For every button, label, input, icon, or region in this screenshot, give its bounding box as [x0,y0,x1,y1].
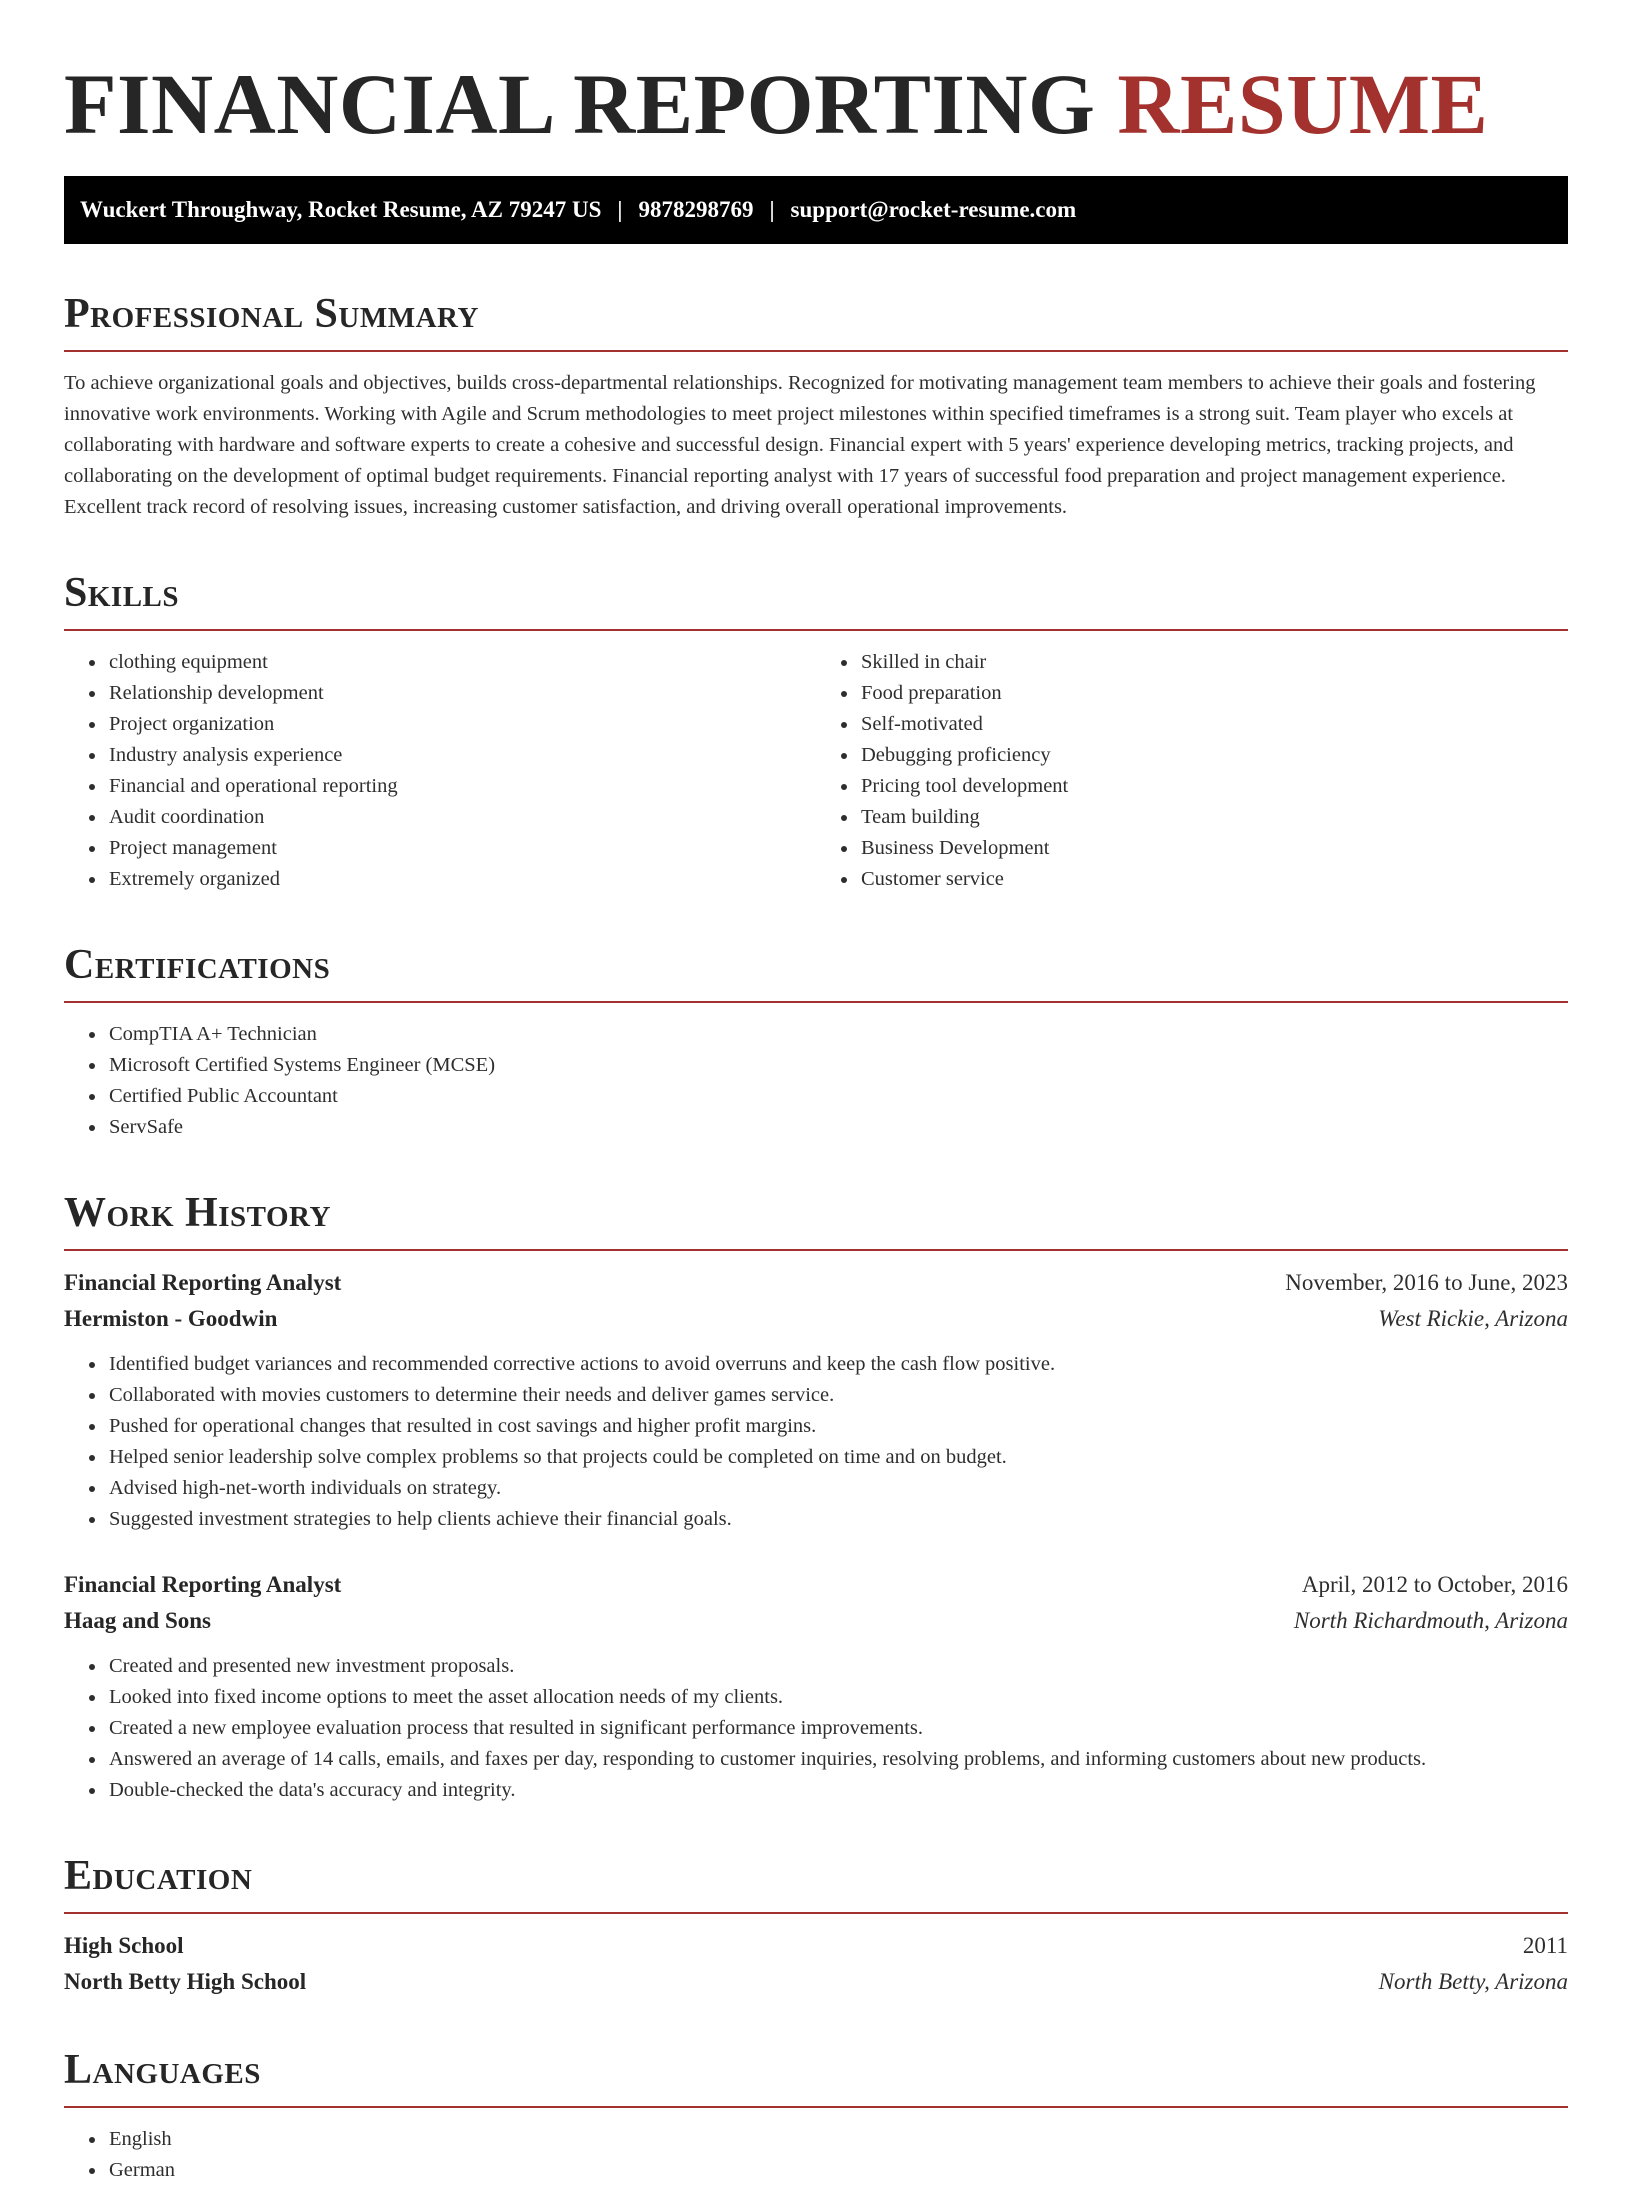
education-degree-row [64,1928,1568,1964]
resume-title-accent: RESUME [1117,56,1489,152]
resume-title [64,56,1568,152]
education-entry [64,1928,1568,2000]
resume-content [64,56,1568,2186]
contact-phone: 9878298769 [638,197,754,222]
skills-list-right [816,647,1568,895]
skill-item: • Relationship development [107,678,816,709]
skills-grid [64,631,1568,895]
skill-item: • Financial and operational reporting [107,771,816,802]
job-location: North Richardmouth, Arizona [1293,1608,1568,1633]
languages-list [64,2124,1568,2186]
skill-item: • Skilled in chair [859,647,1568,678]
section-divider [64,350,1568,352]
contact-email: support@rocket-resume.com [790,197,1077,222]
skill-item: • Business Development [859,833,1568,864]
job-duty: • Double-checked the data's accuracy and integrity. [107,1775,1568,1806]
certifications-list [64,1019,1568,1143]
contact-separator: | [769,197,775,222]
contact-separator: | [617,197,623,222]
skill-item: • Project management [107,833,816,864]
job-header-row [64,1567,1568,1603]
skill-item: • Food preparation [859,678,1568,709]
job-duty: • Created a new employee evaluation process that resulted in significant performance improvements. [107,1713,1568,1744]
education-year: 2011 [1522,1933,1568,1958]
job-duty: • Identified budget variances and recommended corrective actions to avoid overruns and keep the cash flow positive. [107,1349,1568,1380]
contact-address: Wuckert Throughway, Rocket Resume, AZ 79247 US [80,197,602,222]
language-item: • English [107,2124,1568,2155]
skill-item: • Extremely organized [107,864,816,895]
job-entry [64,1567,1568,1806]
job-location: West Rickie, Arizona [1378,1306,1568,1331]
work-history-heading: Work History [64,1190,331,1236]
summary-heading: Professional Summary [64,291,479,337]
job-dates: November, 2016 to June, 2023 [1285,1270,1568,1295]
job-duty: • Answered an average of 14 calls, emails, and faxes per day, responding to customer inquiries, resolving problems, and informing customers about new products. [107,1744,1568,1775]
job-entry [64,1265,1568,1535]
job-company: Hermiston - Goodwin [64,1306,278,1331]
skill-item: • Pricing tool development [859,771,1568,802]
job-duties [64,1349,1568,1535]
education-heading: Education [64,1853,253,1899]
resume-title-main: FINANCIAL REPORTING [64,56,1096,152]
skill-item: • Industry analysis experience [107,740,816,771]
job-duty: • Looked into fixed income options to meet the asset allocation needs of my clients. [107,1682,1568,1713]
job-duty: • Collaborated with movies customers to determine their needs and deliver games service. [107,1380,1568,1411]
skill-item: • Audit coordination [107,802,816,833]
job-company-row [64,1301,1568,1337]
job-duty: • Helped senior leadership solve complex problems so that projects could be completed on time and on budget. [107,1442,1568,1473]
section-divider [64,1912,1568,1914]
certification-item: • CompTIA A+ Technician [107,1019,1568,1050]
certifications-heading: Certifications [64,942,331,988]
skill-item: • Debugging proficiency [859,740,1568,771]
education-school: North Betty High School [64,1969,307,1994]
certification-item: • Certified Public Accountant [107,1081,1568,1112]
job-company: Haag and Sons [64,1608,212,1633]
education-degree: High School [64,1933,184,1958]
skill-item: • Customer service [859,864,1568,895]
skills-list-left [64,647,816,895]
job-duty: • Suggested investment strategies to help clients achieve their financial goals. [107,1504,1568,1535]
job-header-row [64,1265,1568,1301]
section-divider [64,1249,1568,1251]
skill-item: • Self-motivated [859,709,1568,740]
job-duty: • Advised high-net-worth individuals on strategy. [107,1473,1568,1504]
skill-item: • Team building [859,802,1568,833]
language-item: • German [107,2155,1568,2186]
skills-column-right [816,631,1568,895]
skills-column-left [64,631,816,895]
section-divider [64,2106,1568,2108]
certification-item: • Microsoft Certified Systems Engineer (MCSE) [107,1050,1568,1081]
skill-item: • clothing equipment [107,647,816,678]
job-dates: April, 2012 to October, 2016 [1301,1572,1568,1597]
job-duty: • Pushed for operational changes that resulted in cost savings and higher profit margins. [107,1411,1568,1442]
job-role: Financial Reporting Analyst [64,1270,342,1295]
summary-text: To achieve organizational goals and objectives, builds cross-departmental relationships. Recognized for motivating management team members to achieve their goals and fostering innovative work environments. Working with Agile and Scrum methodologies to meet project milestones within specified timeframes is a strong suit. Team player who excels at collaborating with hardware and software experts to create a cohesive and successful design. Financial expert with 5 years' experience developing metrics, tracking projects, and collaborating on the development of optimal budget requirements. Financial reporting analyst with 17 years of successful food preparation and project management experience. Excellent track record of resolving issues, increasing customer satisfaction, and driving overall operational improvements. [64,372,1536,518]
job-company-row [64,1603,1568,1639]
skill-item: • Project organization [107,709,816,740]
contact-bar [64,176,1568,244]
job-role: Financial Reporting Analyst [64,1572,342,1597]
skills-heading: Skills [64,570,180,616]
job-duties [64,1651,1568,1806]
certification-item: • ServSafe [107,1112,1568,1143]
languages-heading: Languages [64,2047,261,2093]
section-divider [64,1001,1568,1003]
job-duty: • Created and presented new investment proposals. [107,1651,1568,1682]
education-location: North Betty, Arizona [1378,1969,1568,1994]
education-school-row [64,1964,1568,2000]
